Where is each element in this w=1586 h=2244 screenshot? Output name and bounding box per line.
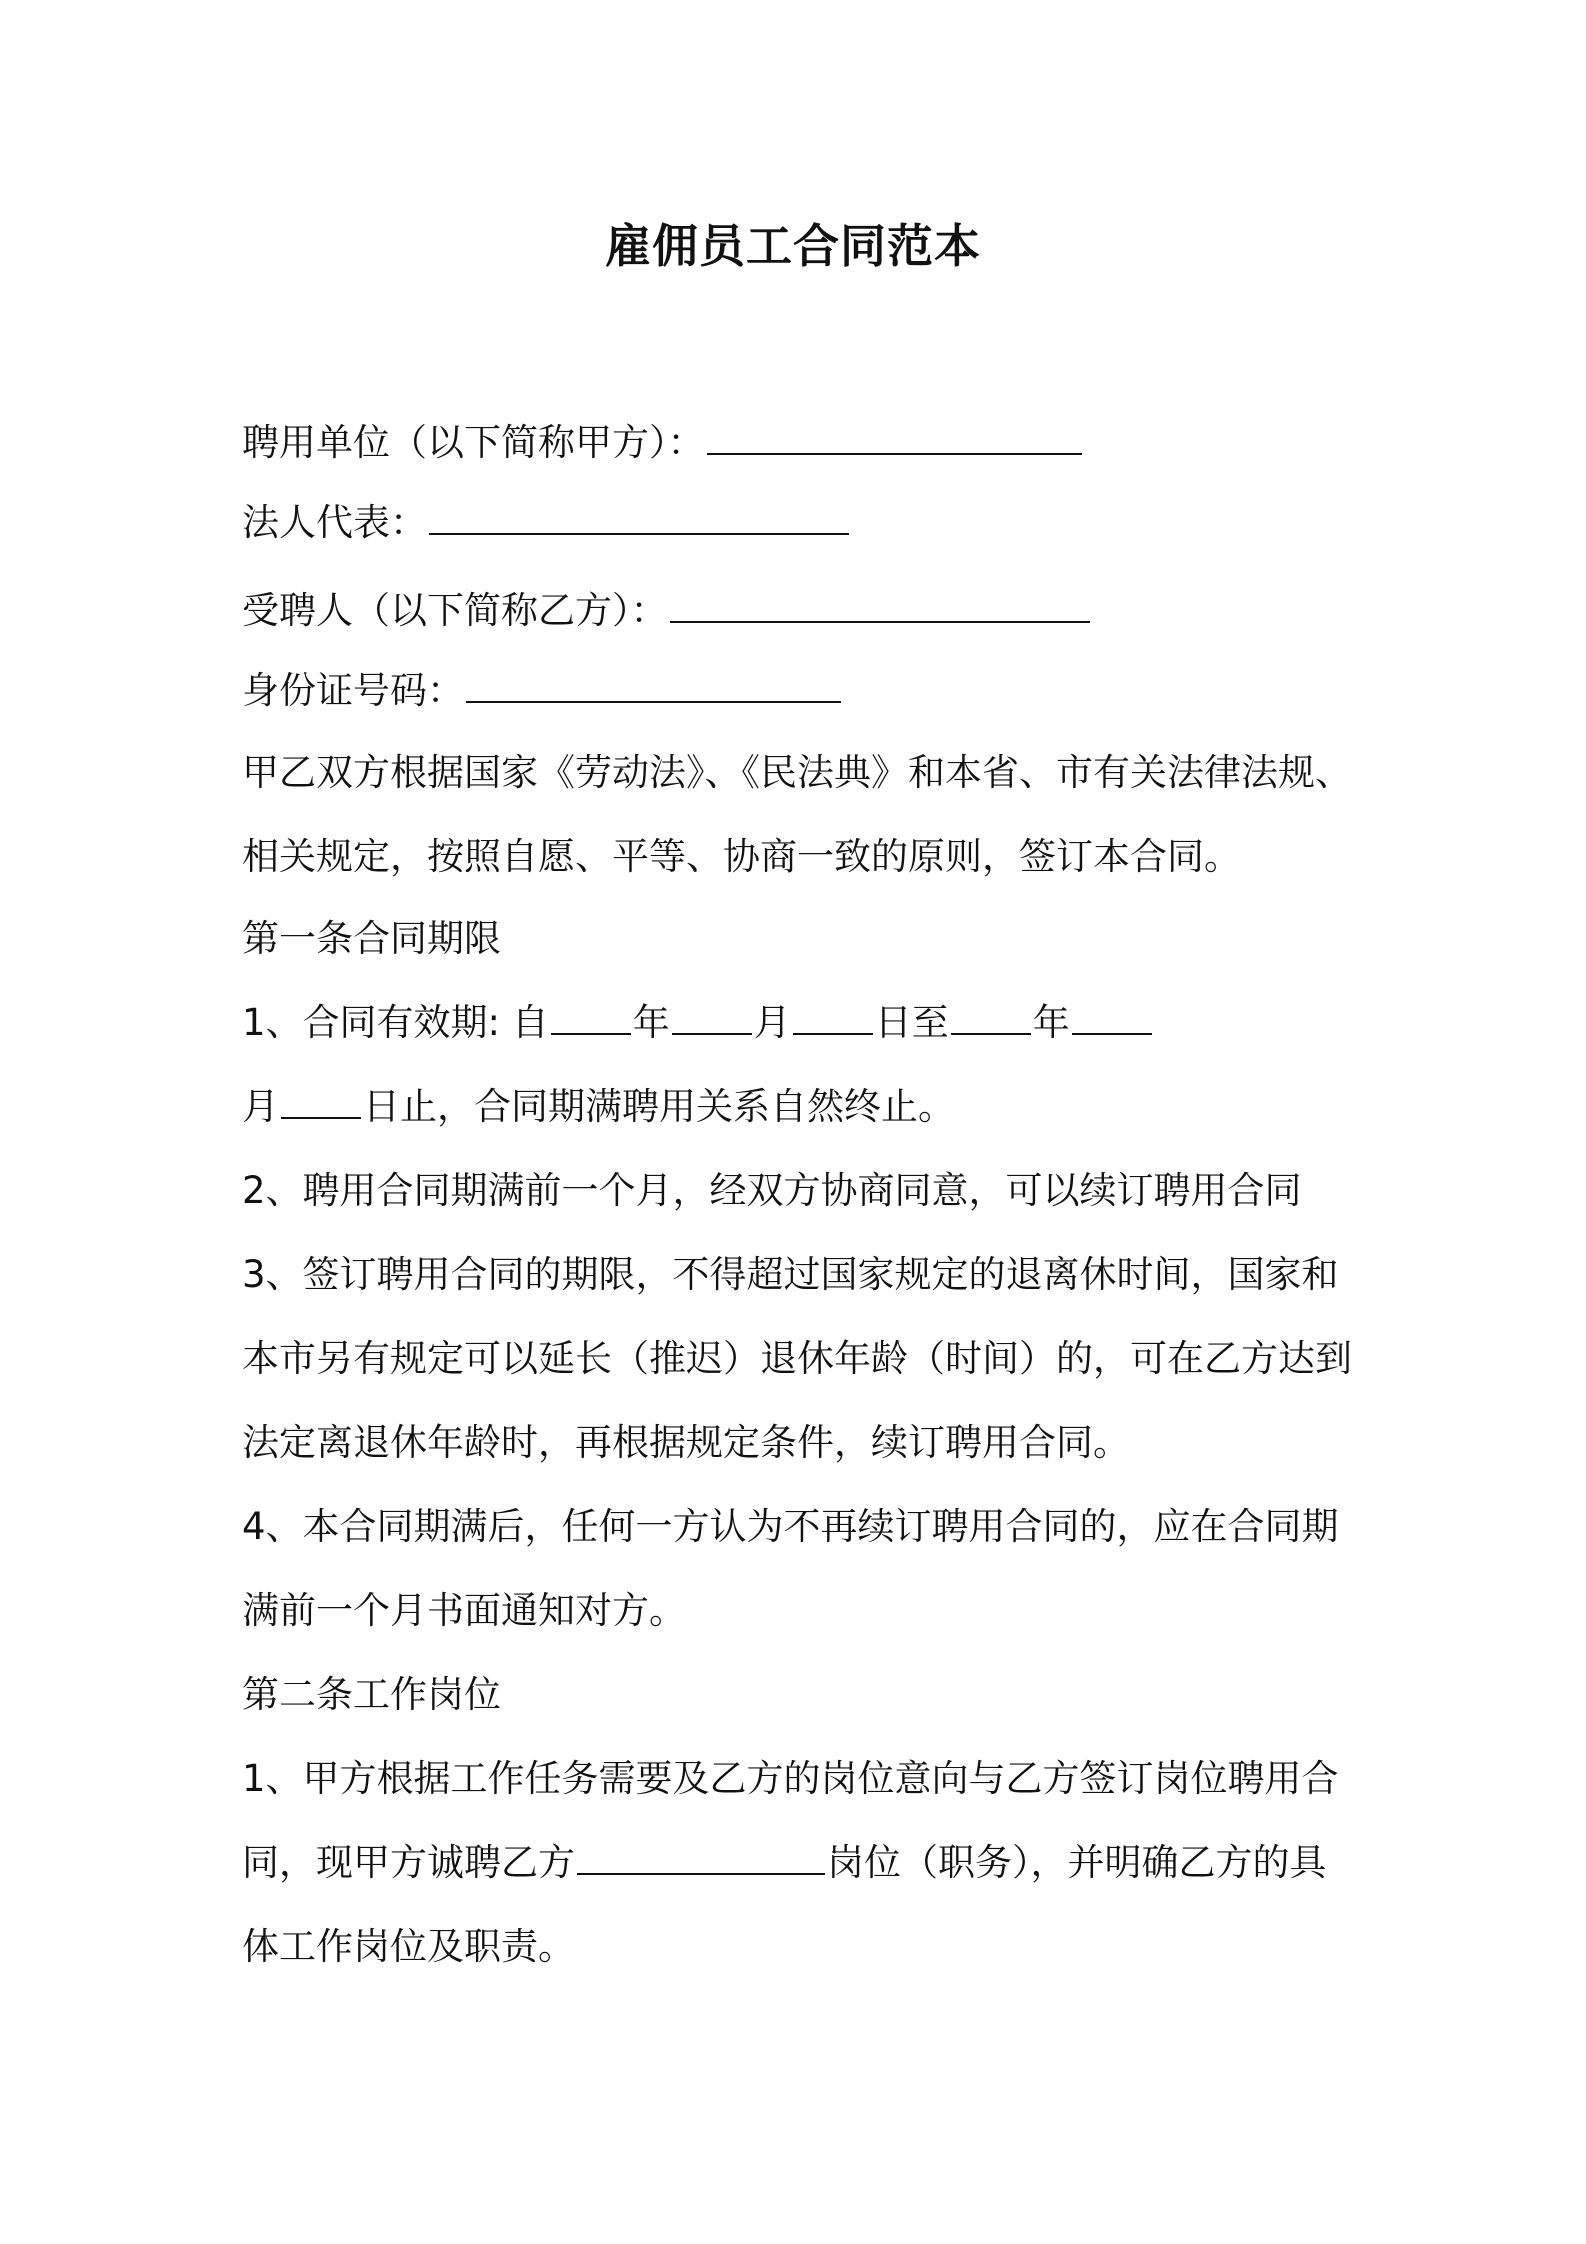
article1-item3-line1: 3、签订聘用合同的期限，不得超过国家规定的退离休时间，国家和: [242, 1253, 1339, 1296]
article2-item1-line3: 体工作岗位及职责。: [242, 1925, 575, 1968]
legal-rep-field: [242, 498, 851, 548]
employer-blank[interactable]: [707, 421, 1082, 455]
article1-item4-line2: 满前一个月书面通知对方。: [242, 1589, 686, 1632]
end-month-blank[interactable]: [1072, 1001, 1152, 1035]
term-year-1: 年: [632, 1001, 670, 1044]
employee-label: 受聘人（以下简称乙方）：: [242, 589, 668, 632]
employer-label: 聘用单位（以下简称甲方）：: [242, 421, 705, 464]
article1-item4-line1: 4、本合同期满后，任何一方认为不再续订聘用合同的，应在合同期: [242, 1505, 1339, 1548]
article1-item3-line3: 法定离退休年龄时，再根据规定条件，续订聘用合同。: [242, 1421, 1130, 1464]
term-day-to: 日至: [874, 1001, 949, 1044]
employee-field: [242, 586, 1092, 636]
term-end: 日止，合同期满聘用关系自然终止。: [363, 1085, 955, 1128]
intro-line-2: 相关规定，按照自愿、平等、协商一致的原则，签订本合同。: [242, 835, 1241, 878]
id-field: [242, 666, 843, 716]
position-prefix: 同，现甲方诚聘乙方: [242, 1841, 575, 1884]
end-year-blank[interactable]: [951, 1001, 1031, 1035]
start-year-blank[interactable]: [551, 1001, 631, 1035]
start-day-blank[interactable]: [793, 1001, 873, 1035]
article2-item1-line1: 1、甲方根据工作任务需要及乙方的岗位意向与乙方签订岗位聘用合: [242, 1757, 1339, 1800]
term-prefix: 1、合同有效期: 自: [242, 1001, 549, 1044]
term-year-2: 年: [1032, 1001, 1070, 1044]
document-title: 雇佣员工合同范本: [605, 219, 981, 273]
start-month-blank[interactable]: [672, 1001, 752, 1035]
end-day-blank[interactable]: [281, 1085, 361, 1119]
article2-item1-line2: [242, 1838, 1327, 1888]
article2-heading: 第二条工作岗位: [242, 1673, 501, 1716]
employer-field: [242, 418, 1084, 468]
article1-item1-line2: [242, 1082, 955, 1132]
article1-item2: 2、聘用合同期满前一个月，经双方协商同意，可以续订聘用合同: [242, 1169, 1302, 1212]
id-blank[interactable]: [466, 669, 841, 703]
article1-heading: 第一条合同期限: [242, 917, 501, 960]
position-blank[interactable]: [577, 1841, 825, 1875]
intro-line-1: 甲乙双方根据国家《劳动法》、《民法典》和本省、市有关法律法规、: [242, 751, 1352, 794]
term-month-2: 月: [242, 1085, 279, 1128]
employee-blank[interactable]: [670, 589, 1090, 623]
article1-item3-line2: 本市另有规定可以延长（推迟）退休年龄（时间）的，可在乙方达到: [242, 1337, 1352, 1380]
id-label: 身份证号码：: [242, 669, 464, 712]
legal-rep-blank[interactable]: [429, 501, 849, 535]
position-suffix: 岗位（职务），并明确乙方的具: [827, 1841, 1327, 1884]
term-month-1: 月: [753, 1001, 791, 1044]
legal-rep-label: 法人代表：: [242, 501, 427, 544]
article1-item1-line1: [242, 998, 1154, 1048]
